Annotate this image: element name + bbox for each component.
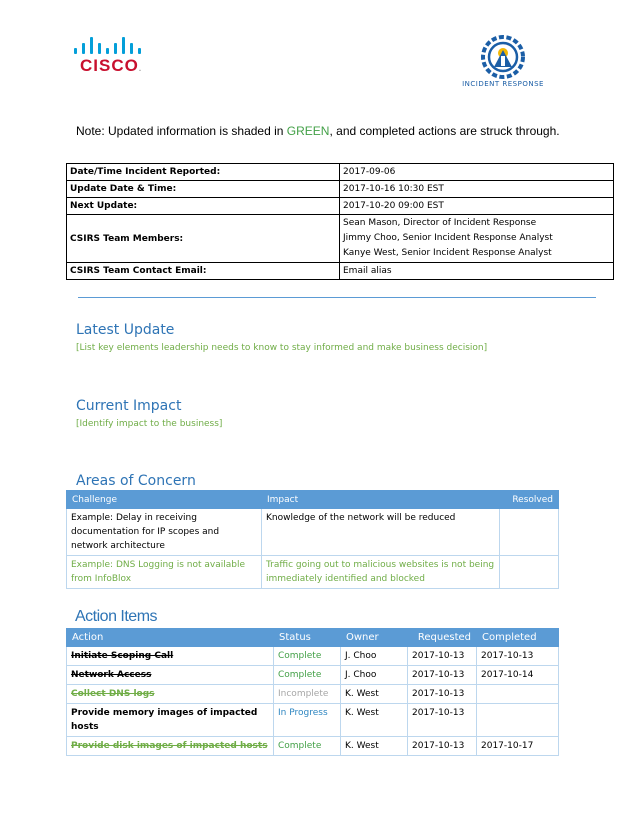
column-header: Resolved [500,491,559,509]
completed-cell [477,704,559,737]
info-row-team-members [67,215,614,263]
table-row [67,737,559,756]
incident-response-label: INCIDENT RESPONSE [462,80,544,88]
table-row [67,556,559,589]
note-line: Note: Updated information is shaded in GREEN, and completed actions are struck through. [76,124,560,138]
team-members-list [340,215,614,263]
action-cell: Collect DNS logs [67,685,274,704]
status-cell: Incomplete [274,685,341,704]
impact-cell: Knowledge of the network will be reduced [262,509,500,556]
info-label: Date/Time Incident Reported: [67,164,340,181]
info-value: 2017-10-16 10:30 EST [340,181,614,198]
table-row [67,704,559,737]
section-divider [78,297,596,298]
status-cell: In Progress [274,704,341,737]
column-header: Requested [408,629,477,647]
column-header: Challenge [67,491,262,509]
challenge-cell: Example: Delay in receiving documentation for IP scopes and network architecture [67,509,262,556]
info-row-update [67,181,614,198]
owner-cell: K. West [341,685,408,704]
info-row-next-update [67,198,614,215]
column-header: Owner [341,629,408,647]
table-row [67,647,559,666]
owner-cell: J. Choo [341,666,408,685]
status-cell: Complete [274,647,341,666]
requested-cell: 2017-10-13 [408,704,477,737]
resolved-cell [500,509,559,556]
areas-of-concern-table [66,490,559,589]
current-impact-heading: Current Impact [76,398,182,414]
completed-cell: 2017-10-13 [477,647,559,666]
current-impact-placeholder: [Identify impact to the business] [76,419,223,429]
info-row-contact-email [67,263,614,280]
cisco-bars-icon [74,36,146,54]
status-cell: Complete [274,666,341,685]
action-cell: Network Access [67,666,274,685]
green-keyword: GREEN [286,124,330,138]
info-label: Next Update: [67,198,340,215]
table-row [67,685,559,704]
cisco-logo [74,36,146,76]
column-header: Action [67,629,274,647]
requested-cell: 2017-10-13 [408,666,477,685]
table-row [67,509,559,556]
info-value: Email alias [340,263,614,280]
info-label: CSIRS Team Members: [67,215,340,263]
completed-cell: 2017-10-17 [477,737,559,756]
resolved-cell [500,556,559,589]
info-row-reported [67,164,614,181]
info-label: CSIRS Team Contact Email: [67,263,340,280]
action-items-table [66,628,559,756]
owner-cell: K. West [341,737,408,756]
team-member: Kanye West, Senior Incident Response Analyst [343,248,552,258]
impact-cell: Traffic going out to malicious websites is not being immediately identified and blocked [262,556,500,589]
info-label: Update Date & Time: [67,181,340,198]
latest-update-heading: Latest Update [76,322,175,338]
table-row [67,666,559,685]
completed-cell [477,685,559,704]
action-cell: Provide disk images of impacted hosts [67,737,274,756]
requested-cell: 2017-10-13 [408,647,477,666]
incident-response-logo [448,34,558,96]
action-cell: Provide memory images of impacted hosts [67,704,274,737]
incident-info-table [66,163,614,280]
team-member: Sean Mason, Director of Incident Response [343,218,537,228]
owner-cell: J. Choo [341,647,408,666]
requested-cell: 2017-10-13 [408,685,477,704]
action-items-heading: Action Items [75,608,158,625]
info-value: 2017-10-20 09:00 EST [340,198,614,215]
challenge-cell: Example: DNS Logging is not available from InfoBlox [67,556,262,589]
completed-cell: 2017-10-14 [477,666,559,685]
column-header: Impact [262,491,500,509]
team-member: Jimmy Choo, Senior Incident Response Analyst [343,233,553,243]
column-header: Completed [477,629,559,647]
owner-cell: K. West [341,704,408,737]
info-value: 2017-09-06 [340,164,614,181]
areas-of-concern-heading: Areas of Concern [76,473,196,489]
cisco-wordmark: CISCO. [80,56,143,75]
latest-update-placeholder: [List key elements leadership needs to know to stay informed and make business decision] [76,343,488,353]
status-cell: Complete [274,737,341,756]
table-header-row [67,491,559,509]
incident-response-emblem-icon [448,34,558,80]
column-header: Status [274,629,341,647]
requested-cell: 2017-10-13 [408,737,477,756]
table-header-row [67,629,559,647]
action-cell: Initiate Scoping Call [67,647,274,666]
